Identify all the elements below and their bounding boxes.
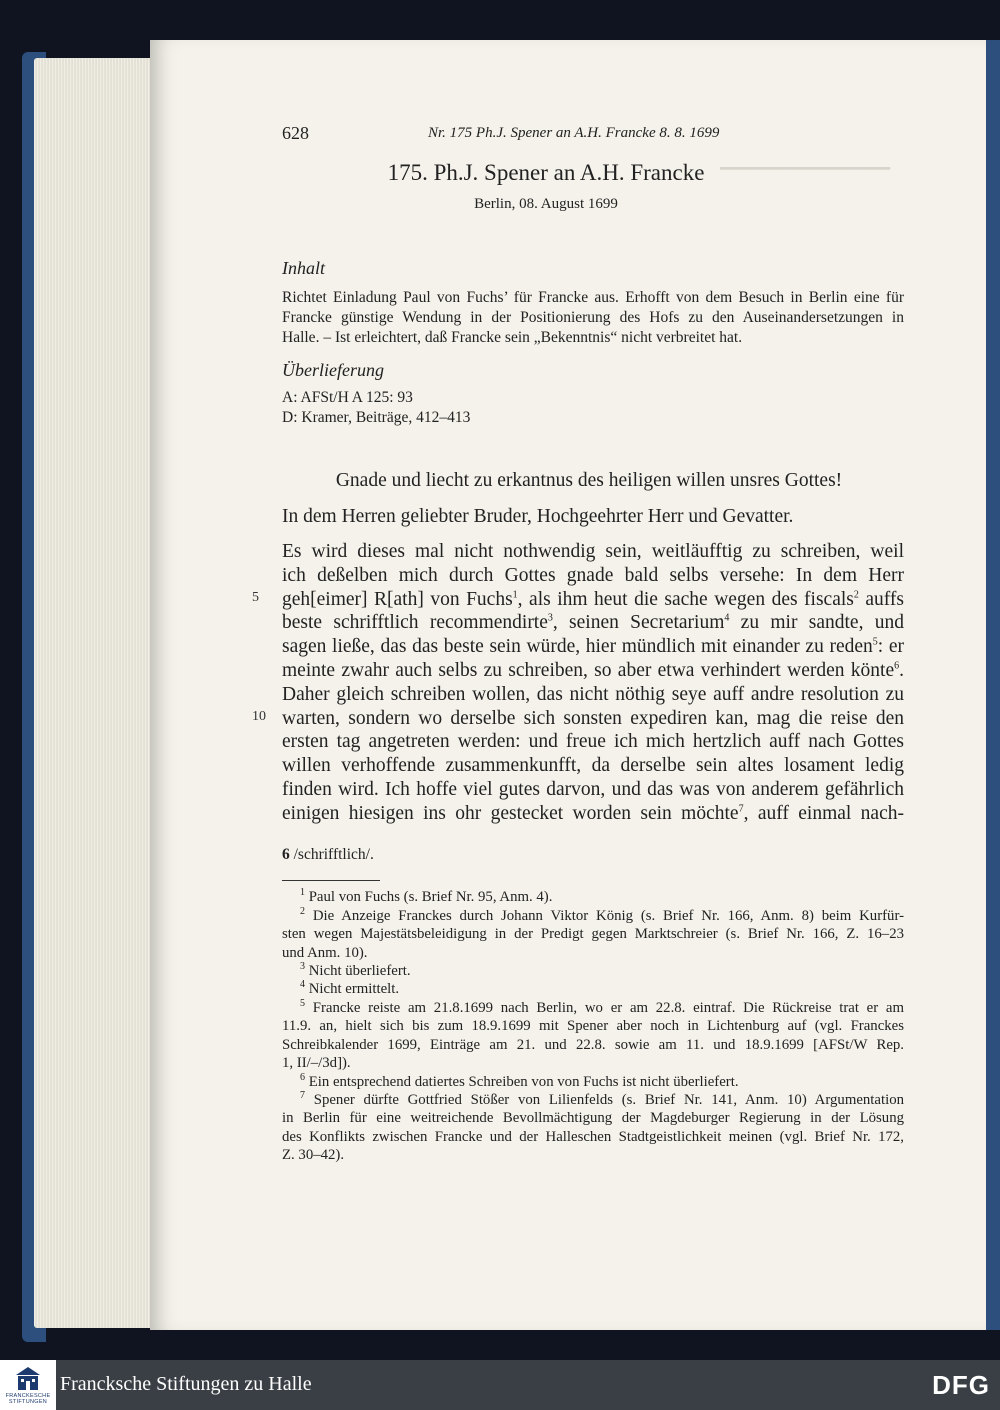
running-head: Nr. 175 Ph.J. Spener an A.H. Francke 8. 8. 1699 (428, 125, 720, 141)
building-icon (14, 1366, 42, 1392)
footnote: $^7$ Spener dürfte Gottfried Stößer von Lilienfelds (s. Brief Nr. 141, Anm. 10) Argumentation in Berlin für eine weitreichende Bevollmächtigung der Magdeburger Regierung in der Lösung des Konflikts zwischen Francke und der Halleschen Stadtgeistlichkeit meinen (vgl. Brief Nr. 172, Z. 30–42). (282, 1090, 904, 1164)
body-line: einigen hiesigen ins ohr gestecket worden sein möchte$^7$, auff einmal nach- (282, 802, 904, 824)
body-line: willen verhoffende zusammenkunfft, da derselbe sein altes losament ledig (282, 755, 904, 777)
inhalt-line: Halle. – Ist erleichtert, daß Francke sein „Bekenntnis“ nicht verbreitet hat. (282, 329, 743, 346)
salutation: In dem Herren geliebter Bruder, Hochgeehrter Herr und Gevatter. (282, 506, 794, 527)
ueberlieferung-line: A: AFSt/H A 125: 93 (282, 389, 413, 406)
footnote-ref[interactable]: 5 (872, 636, 878, 648)
footnote-number: 1 (300, 887, 305, 899)
body-line: sagen ließe, das das beste sein würde, hier mündlich mit einander zu reden$^5$: er (282, 636, 904, 658)
inhalt-text (282, 288, 904, 348)
line-number: 5 (252, 590, 259, 605)
inhalt-line: Richtet Einladung Paul von Fuchs’ für Francke aus. Erhofft von dem Besuch in Berlin eine für (282, 289, 904, 306)
footnote: $^1$ Paul von Fuchs (s. Brief Nr. 95, Anm. 4). (300, 887, 553, 905)
footnote: $^4$ Nicht ermittelt. (300, 979, 400, 997)
ueberlieferung-line: D: Kramer, Beiträge, 412–413 (282, 409, 471, 426)
footnote-number: 2 (300, 906, 305, 918)
footnote: $^3$ Nicht überliefert. (300, 961, 411, 979)
page-edges (34, 58, 162, 1328)
book-cover-right (986, 40, 1000, 1330)
page-number: 628 (282, 123, 309, 143)
letter-body (282, 540, 904, 826)
show-through: ▔▔▔▔▔▔▔▔▔▔▔▔▔ (720, 168, 890, 187)
letter-title: 175. Ph.J. Spener an A.H. Francke (387, 160, 705, 185)
body-line: Es wird dieses mal nicht nothwendig sein, weitläufftig zu schreiben, weil (282, 541, 904, 562)
footnote-number: 5 (300, 998, 305, 1010)
inhalt-line: Francke günstige Wendung in der Positionierung des Hofs zu den Auseinandersetzungen in (282, 309, 904, 326)
inhalt-heading: Inhalt (282, 258, 325, 278)
franckesche-stiftungen-logo[interactable] (0, 1360, 56, 1410)
footnote-ref[interactable]: 4 (724, 612, 730, 624)
institution-name[interactable]: Francksche Stiftungen zu Halle (60, 1373, 312, 1395)
logo-text: FRANCKESCHE STIFTUNGEN (5, 1393, 51, 1405)
footnote-number: 3 (300, 961, 305, 973)
line-number: 10 (252, 709, 266, 724)
footnote-number: 6 (300, 1072, 305, 1084)
ueberlieferung-heading: Überlieferung (282, 360, 384, 380)
body-line: warten, sondern wo derselbe sich sonsten expediren kan, mag die reise den (282, 707, 904, 729)
body-line: finden wird. Ich hoffe viel gutes darvon, und das was von anderem gefährlich (282, 778, 904, 800)
body-line: geh[eimer] R[ath] von Fuchs$^1$, als ihm heut die sache wegen des fiscals$^2$ auffs (282, 588, 904, 610)
footnote-rule (282, 880, 380, 881)
viewer-footer (0, 1360, 1000, 1410)
apparatus-text: /schrifftlich/. (289, 846, 374, 863)
body-line: ersten tag angetreten werden: und freue ich mich hertzlich auff nach Gottes (282, 731, 904, 753)
footnote: $^2$ Die Anzeige Franckes durch Johann Viktor König (s. Brief Nr. 166, Anm. 8) beim Kurfür- sten wegen Majestätsbeleidigung in der Predigt gegen Marktschreier (s. Brief Nr. 166, Z. 16–23 und Anm. 10). (282, 906, 905, 961)
body-line: ich deßelben mich durch Gottes gnade bald selbs versehe: In dem Herr (282, 564, 904, 586)
apparatus-line: 6 (282, 846, 290, 863)
footnote-ref[interactable]: 3 (547, 612, 553, 624)
body-line: Daher gleich schreiben wollen, das nicht nöthig seye auff andre resolution zu (282, 683, 904, 705)
dfg-logo[interactable]: DFG (932, 1370, 990, 1400)
footnote-ref[interactable]: 1 (512, 589, 518, 601)
footnote-number: 4 (300, 979, 305, 991)
letter-place-date: Berlin, 08. August 1699 (474, 196, 618, 212)
critical-apparatus (282, 846, 374, 864)
footnote: $^5$ Francke reiste am 21.8.1699 nach Berlin, wo er am 22.8. eintraf. Die Rückreise trat er am 11.9. an, hielt sich bis zum 18.9.1699 mit Spener aber noch in Lichtenburg auf (vgl. Franckes Schreibkalender 1699, Einträge am 21. und 22.8. sowie am 11. und 18.9.1699 [AFSt/W Rep. 1, II/–/3d]). (282, 998, 905, 1072)
body-line: meinte zwahr auch selbs zu schreiben, so aber etwa verhindert werden könte$^6$. (282, 659, 904, 681)
footnote: $^6$ Ein entsprechend datiertes Schreiben von von Fuchs ist nicht überliefert. (300, 1072, 739, 1090)
footnote-number: 7 (300, 1090, 305, 1102)
greeting: Gnade und liecht zu erkantnus des heiligen willen unsres Gottes! (335, 470, 843, 491)
footnote-ref[interactable]: 6 (894, 660, 900, 672)
footnote-ref[interactable]: 7 (738, 803, 744, 815)
footnote-ref[interactable]: 2 (853, 589, 859, 601)
body-line: beste schrifftlich recommendirte$^3$, seinen Secretarium$^4$ zu mir sandte, und (282, 612, 904, 634)
